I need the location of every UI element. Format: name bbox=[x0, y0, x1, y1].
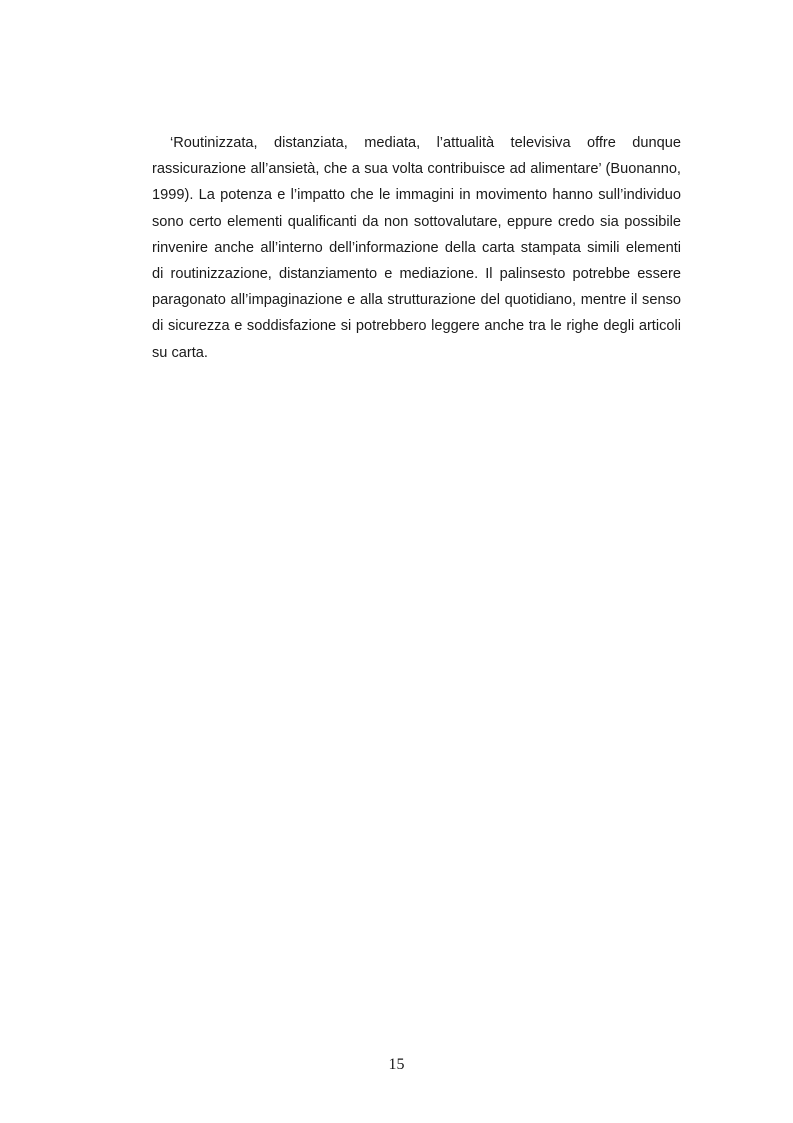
page-number: 15 bbox=[388, 1056, 405, 1073]
paragraph-line: 1999). La potenza e l’impatto che le immagini in movimento hanno sull’individuo bbox=[152, 187, 681, 204]
paragraph-line: paragonato all’impaginazione e alla strutturazione del quotidiano, mentre il senso bbox=[152, 292, 681, 309]
paragraph-line: rinvenire anche all’interno dell’informazione della carta stampata simili elementi bbox=[152, 239, 681, 256]
paragraph-line: di routinizzazione, distanziamento e mediazione. Il palinsesto potrebbe essere bbox=[152, 265, 681, 282]
paragraph-line: ‘Routinizzata, distanziata, mediata, l’attualità televisiva offre dunque bbox=[170, 135, 681, 151]
paragraph-line: rassicurazione all’ansietà, che a sua volta contribuisce ad alimentare’ (Buonanno, bbox=[152, 161, 681, 178]
paragraph-line: su carta. bbox=[152, 344, 208, 361]
body-paragraph bbox=[152, 130, 681, 366]
paragraph-line: di sicurezza e soddisfazione si potrebbero leggere anche tra le righe degli articoli bbox=[152, 318, 681, 335]
paragraph-line: sono certo elementi qualificanti da non sottovalutare, eppure credo sia possibile bbox=[152, 213, 681, 230]
